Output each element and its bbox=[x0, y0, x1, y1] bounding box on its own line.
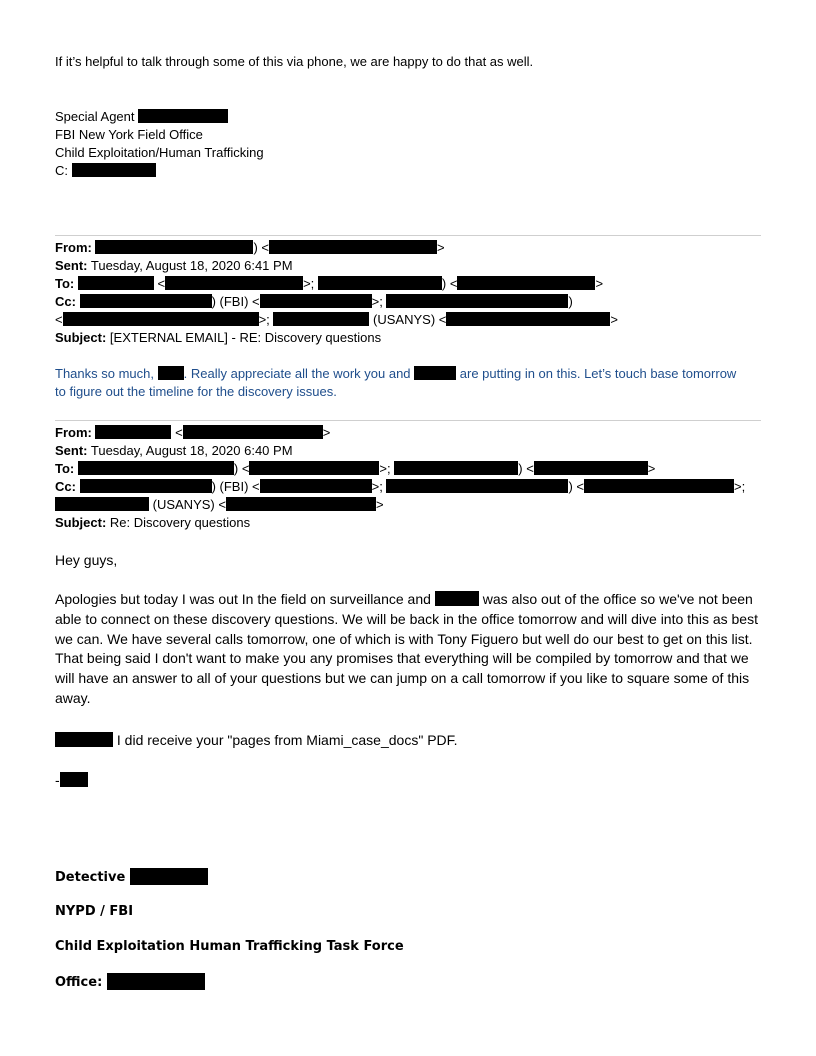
cc-label: Cc: bbox=[55, 479, 76, 494]
email1-body-line1 bbox=[55, 365, 736, 383]
subject-label: Subject: bbox=[55, 330, 107, 345]
email2-cc-row: Cc: ) (FBI) < >; ) < >; bbox=[55, 479, 746, 494]
email2-subject-row bbox=[55, 514, 250, 532]
redaction-block bbox=[60, 772, 88, 787]
email2-sent-row bbox=[55, 442, 293, 460]
sig2-org: NYPD / FBI bbox=[55, 904, 134, 919]
sig2-office-label: Office: bbox=[55, 975, 103, 990]
redaction-block bbox=[55, 497, 149, 511]
redaction-block bbox=[318, 276, 442, 290]
sent-label: Sent: bbox=[55, 443, 88, 458]
sig1-title: Special Agent bbox=[55, 109, 135, 124]
body-text: . Really appreciate all the work you and bbox=[183, 366, 411, 381]
sig1-line1 bbox=[55, 108, 228, 126]
subject-value: [EXTERNAL EMAIL] - RE: Discovery questions bbox=[109, 330, 382, 345]
redaction-block bbox=[386, 294, 568, 308]
sent-label: Sent: bbox=[55, 258, 88, 273]
dash: - bbox=[55, 772, 60, 788]
redaction-block bbox=[78, 276, 154, 290]
redaction-block bbox=[260, 294, 372, 308]
email2-paragraph bbox=[55, 590, 767, 709]
email-separator bbox=[55, 420, 761, 421]
email1-subject-row bbox=[55, 329, 381, 347]
redaction-block bbox=[130, 868, 208, 885]
redaction-block bbox=[435, 591, 479, 606]
from-label: From: bbox=[55, 425, 92, 440]
email1-from-row: From: ) < > bbox=[55, 240, 445, 255]
redaction-block bbox=[63, 312, 259, 326]
sig2-title-row bbox=[55, 868, 208, 887]
sig1-line2: FBI New York Field Office bbox=[55, 127, 203, 142]
subject-label: Subject: bbox=[55, 515, 107, 530]
sig2-office-row bbox=[55, 973, 205, 992]
redaction-block bbox=[80, 479, 212, 493]
body-text: was also out of the office so we've not been able to connect on these discovery questions. We will be back in the office tomorrow and will dive into this as best we can. We have several calls tomorrow, one of which is with Tony Figuero but well do our best to get on this list. That being said I don't want to make you any promises that everything will be compiled by tomorrow and that we will have an answer to all of your questions but we can jump on a call tomorrow if you like to square some of this away. bbox=[55, 591, 758, 706]
redaction-block bbox=[78, 461, 234, 475]
redaction-block bbox=[386, 479, 568, 493]
sig1-line3: Child Exploitation/Human Trafficking bbox=[55, 145, 264, 160]
pdf-line bbox=[55, 731, 458, 751]
email1-cc-row2: < >; (USANYS) < > bbox=[55, 312, 618, 327]
redaction-block bbox=[95, 425, 171, 439]
redaction-block bbox=[260, 479, 372, 493]
to-label: To: bbox=[55, 276, 75, 291]
redaction-block bbox=[269, 240, 437, 254]
email2-to-row: To: ) < >; ) < > bbox=[55, 461, 656, 476]
redaction-block bbox=[446, 312, 610, 326]
body-text: I did receive your "pages from Miami_case_docs" PDF. bbox=[116, 732, 458, 748]
redaction-block bbox=[183, 425, 323, 439]
intro-text: If it’s helpful to talk through some of this via phone, we are happy to do that as well. bbox=[55, 54, 534, 69]
email-separator bbox=[55, 235, 761, 236]
redaction-block bbox=[72, 163, 156, 177]
cc-agency: (USANYS) < bbox=[373, 312, 447, 327]
sign-off bbox=[55, 771, 88, 791]
from-separator: ) < bbox=[253, 240, 270, 255]
body-text: are putting in on this. Let’s touch base tomorrow bbox=[459, 366, 737, 381]
cc-label: Cc: bbox=[55, 294, 76, 309]
email2-cc-row2: (USANYS) < > bbox=[55, 496, 384, 514]
cc-agency: ) (FBI) < bbox=[211, 294, 260, 309]
redaction-block bbox=[138, 109, 228, 123]
redaction-block bbox=[394, 461, 518, 475]
redaction-block bbox=[80, 294, 212, 308]
redaction-block bbox=[534, 461, 648, 475]
body-text: Apologies but today I was out In the field on surveillance and bbox=[55, 591, 431, 607]
redaction-block bbox=[273, 312, 369, 326]
email2-from-row: From: < > bbox=[55, 425, 331, 440]
redaction-block bbox=[226, 497, 376, 511]
redaction-block bbox=[165, 276, 303, 290]
redaction-block bbox=[55, 732, 113, 747]
body-text: Thanks so much, bbox=[55, 366, 154, 381]
redaction-block bbox=[414, 366, 456, 380]
redaction-block bbox=[249, 461, 379, 475]
redaction-block bbox=[95, 240, 253, 254]
redaction-block bbox=[457, 276, 595, 290]
sent-value: Tuesday, August 18, 2020 6:40 PM bbox=[90, 443, 293, 458]
email1-sent-row bbox=[55, 257, 293, 275]
redaction-block bbox=[107, 973, 205, 990]
redaction-block bbox=[584, 479, 734, 493]
sent-value: Tuesday, August 18, 2020 6:41 PM bbox=[90, 258, 293, 273]
email1-to-row: To: < >; ) < > bbox=[55, 276, 604, 291]
email1-body-line2: to figure out the timeline for the discovery issues. bbox=[55, 384, 337, 399]
greeting: Hey guys, bbox=[55, 552, 118, 568]
sig1-phone-label: C: bbox=[55, 163, 68, 178]
subject-value: Re: Discovery questions bbox=[109, 515, 251, 530]
email1-cc-row: Cc: ) (FBI) < >; ) bbox=[55, 294, 573, 309]
cc-agency: (USANYS) < bbox=[152, 497, 226, 512]
to-label: To: bbox=[55, 461, 75, 476]
from-label: From: bbox=[55, 240, 92, 255]
sig2-title: Detective bbox=[55, 870, 126, 885]
sig2-unit: Child Exploitation Human Trafficking Task Force bbox=[55, 939, 404, 954]
redaction-block bbox=[158, 366, 184, 380]
sig1-line4 bbox=[55, 162, 156, 180]
cc-agency: ) (FBI) < bbox=[211, 479, 260, 494]
